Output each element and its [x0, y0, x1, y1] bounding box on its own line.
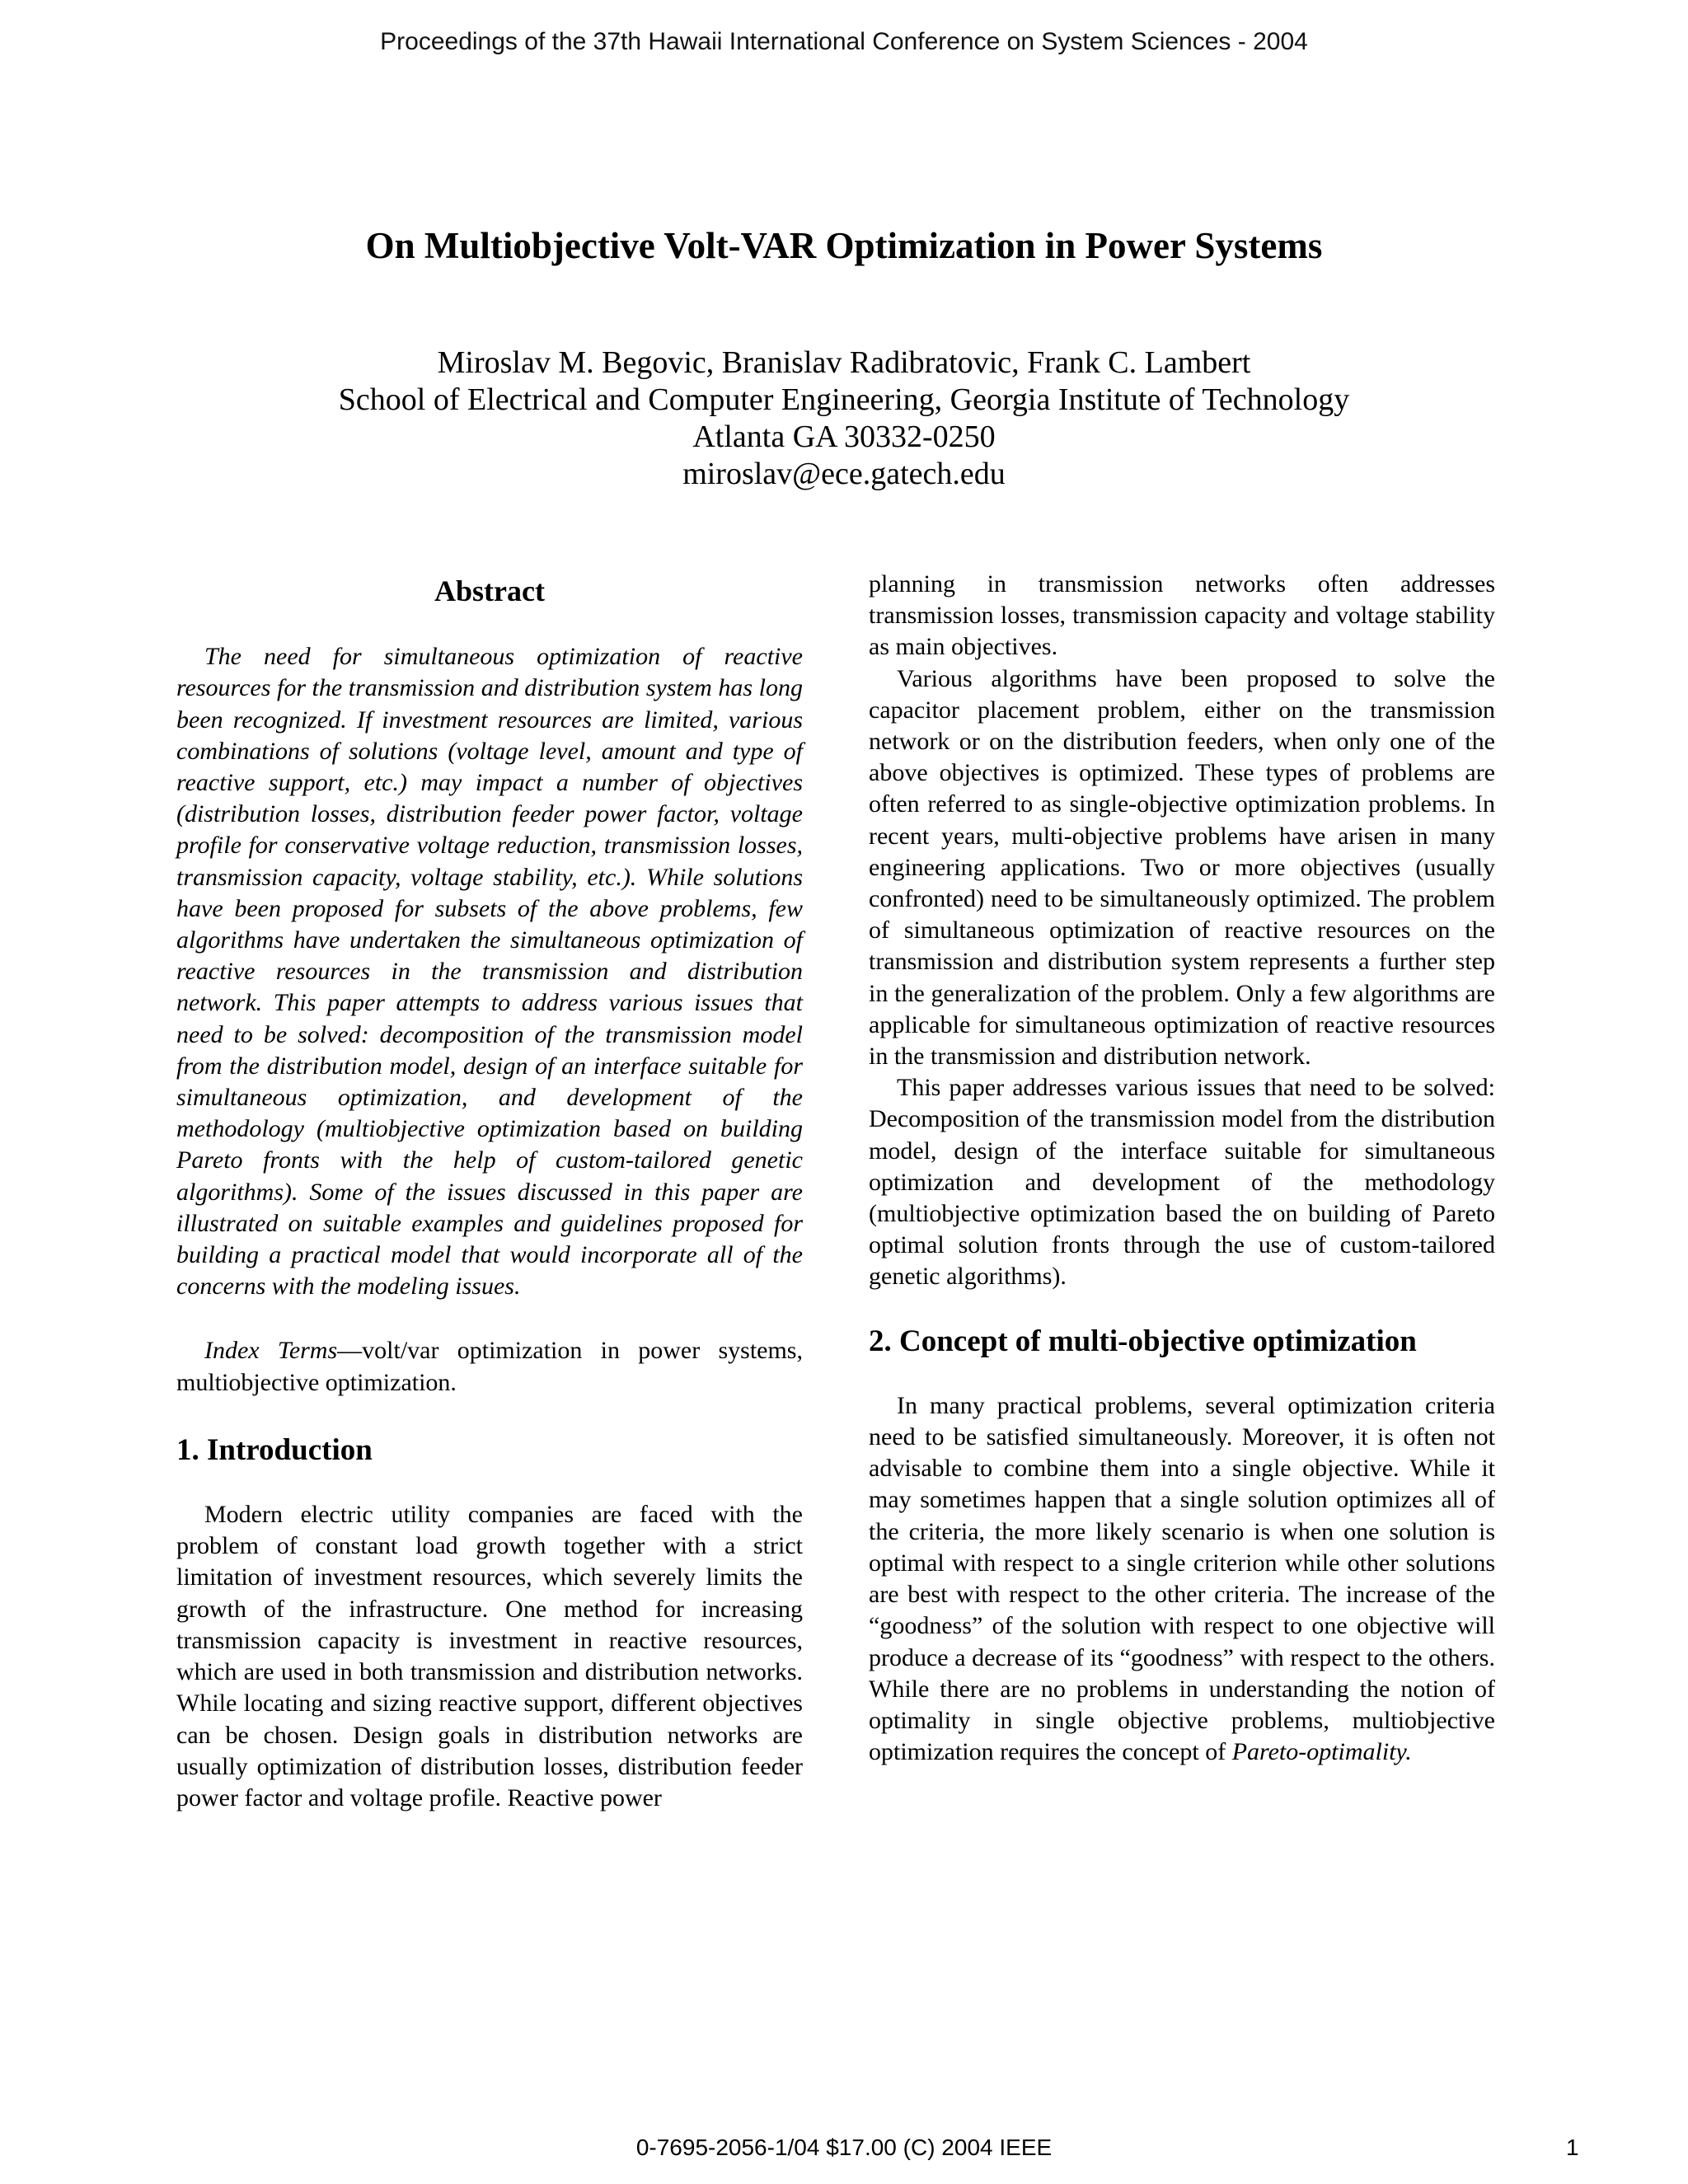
paper-title: On Multiobjective Volt-VAR Optimization in Power Systems [365, 225, 1323, 266]
index-terms-text: —volt/var optimization in power systems, multiobjective optimization. [176, 1337, 803, 1396]
index-terms-label: Index Terms [204, 1337, 338, 1365]
author-block [0, 344, 1688, 493]
section-heading-concept: 2. Concept of multi-objective optimization [869, 1324, 1417, 1358]
section-heading-introduction: 1. Introduction [176, 1432, 373, 1467]
page-number: 1 [1566, 2135, 1579, 2160]
intro-paragraph-1-continued: planning in transmission networks often addresses transmission losses, transmission capacity and voltage stability as main objectives. [869, 570, 1495, 661]
running-header: Proceedings of the 37th Hawaii International Conference on System Sciences - 2004 [380, 28, 1308, 55]
concept-paragraph-1-text: In many practical problems, several optimization criteria need to be satisfied simultaneously. Moreover, it is often not advisable to combine them into a single objective. While it may sometimes happen that a single solution optimizes all of the criteria, the more likely scenario is when one solution is optimal with respect to a single criterion while other solutions are best with respect to the other criteria. The increase of the “goodness” of the solution with respect to one objective will produce a decrease of its “goodness” with respect to the others. While there are no problems in understanding the notion of optimality in single objective problems, multiobjective optimization requires the concept of [869, 1391, 1495, 1766]
abstract-text: The need for simultaneous optimization of reactive resources for the transmission and distribution system has long been recognized. If investment resources are limited, various combinations of solutions (voltage level, amount and type of reactive support, etc.) may impact a number of objectives (distribution losses, distribution feeder power factor, voltage profile for conservative voltage reduction, transmission losses, transmission capacity, voltage stability, etc.). While solutions have been proposed for subsets of the above problems, few algorithms have undertaken the simultaneous optimization of reactive resources in the transmission and distribution network. This paper attempts to address various issues that need to be solved: decomposition of the transmission model from the distribution model, design of an interface suitable for simultaneous optimization, and development of the methodology (multiobjective optimization based on building Pareto fronts with the help of custom-tailored genetic algorithms). Some of the issues discussed in this paper are illustrated on suitable examples and guidelines proposed for building a practical model that would incorporate all of the concerns with the modeling issues. [176, 643, 803, 1301]
right-column [869, 569, 1495, 1768]
author-address: Atlanta GA 30332-0250 [692, 419, 996, 454]
abstract-heading: Abstract [434, 574, 545, 607]
intro-paragraph-1: Modern electric utility companies are faced with the problem of constant load growth together with a strict limitation of investment resources, which severely limits the growth of the infrastructure. One method for increasing transmission capacity is investment in reactive resources, which are used in both transmission and distribution networks. While locating and sizing reactive support, different objectives can be chosen. Design goals in distribution networks are usually optimization of distribution losses, distribution feeder power factor and voltage profile. Reactive power [176, 1501, 803, 1811]
intro-paragraph-2: Various algorithms have been proposed to solve the capacitor placement problem, either on the transmission network or on the distribution feeders, when only one of the above objectives is optimized. These types of problems are often referred to as single-objective optimization problems. In recent years, multi-objective problems have arisen in many engineering applications. Two or more objectives (usually confronted) need to be simultaneously optimized. The problem of simultaneous optimization of reactive resources on the transmission and distribution system represents a further step in the generalization of the problem. Only a few algorithms are applicable for simultaneous optimization of reactive resources in the transmission and distribution network. [869, 664, 1495, 1071]
author-names: Miroslav M. Begovic, Branislav Radibratovic, Frank C. Lambert [437, 345, 1251, 380]
index-terms [176, 1335, 803, 1398]
pareto-optimality-term: Pareto-optimality. [1231, 1738, 1412, 1766]
concept-paragraph-1 [869, 1390, 1495, 1768]
footer-copyright: 0-7695-2056-1/04 $17.00 (C) 2004 IEEE [635, 2135, 1053, 2160]
author-email[interactable]: miroslav@ece.gatech.edu [682, 457, 1006, 491]
left-column [176, 569, 803, 1814]
author-affiliation: School of Electrical and Computer Engineering, Georgia Institute of Technology [338, 382, 1350, 417]
intro-paragraph-3: This paper addresses various issues that need to be solved: Decomposition of the transmission model from the distribution model, design of the interface suitable for simultaneous optimization and development of the methodology (multiobjective optimization based the on building of Pareto optimal solution fronts through the use of custom-tailored genetic algorithms). [869, 1074, 1495, 1291]
